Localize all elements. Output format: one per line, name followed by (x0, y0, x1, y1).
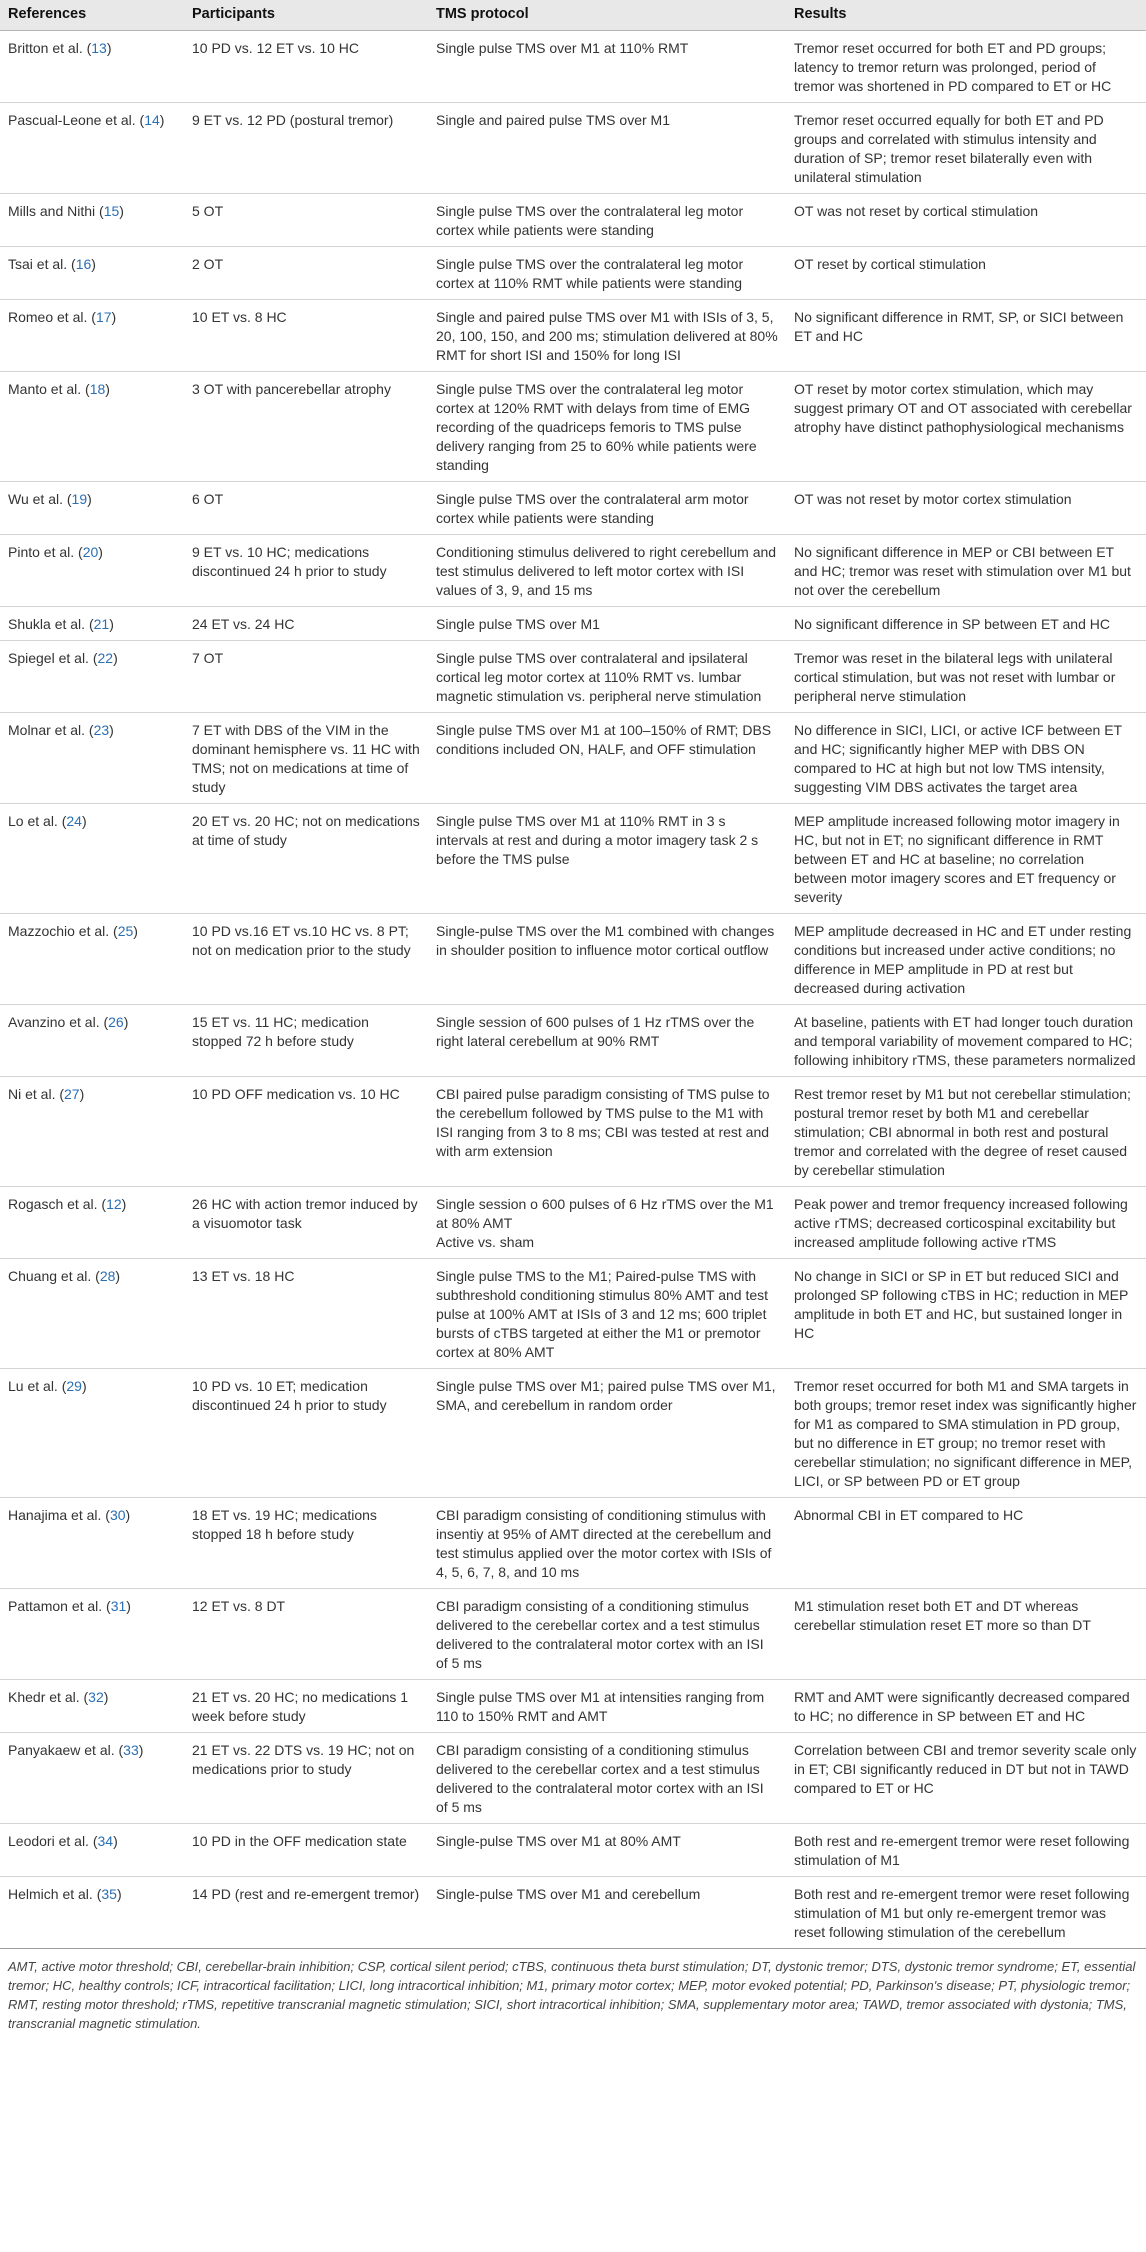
results-cell: MEP amplitude increased following motor imagery in HC, but not in ET; no significant difference in RMT between ET and HC at baseline; no correlation between motor imagery scores and ET frequency or severity (786, 804, 1146, 914)
reference-author: Romeo et al. ( (8, 309, 96, 325)
participants-cell: 15 ET vs. 11 HC; medication stopped 72 h before study (184, 1005, 428, 1077)
reference-author: Leodori et al. ( (8, 1833, 98, 1849)
table-row (0, 804, 1146, 914)
reference-cell (0, 535, 184, 607)
results-cell: No significant difference in RMT, SP, or SICI between ET and HC (786, 300, 1146, 372)
reference-close-paren: ) (123, 1014, 129, 1030)
results-cell: No significant difference in MEP or CBI between ET and HC; tremor was reset with stimulation over M1 but not over the cerebellum (786, 535, 1146, 607)
results-cell: Peak power and tremor frequency increased following active rTMS; decreased corticospinal excitability but increased amplitude following active rTMS (786, 1187, 1146, 1259)
reference-close-paren: ) (98, 544, 103, 560)
results-cell: OT reset by cortical stimulation (786, 247, 1146, 300)
reference-close-paren: ) (81, 813, 87, 829)
results-cell: Correlation between CBI and tremor severity scale only in ET; CBI significantly reduced in DT but not in TAWD compared to ET or HC (786, 1733, 1146, 1824)
reference-close-paren: ) (116, 1886, 122, 1902)
reference-cell (0, 1369, 184, 1498)
reference-author: Manto et al. ( (8, 381, 90, 397)
header-row (0, 0, 1146, 31)
participants-cell: 6 OT (184, 482, 428, 535)
table-row (0, 607, 1146, 641)
reference-cell (0, 1187, 184, 1259)
reference-author: Molnar et al. ( (8, 722, 94, 738)
participants-cell: 7 OT (184, 641, 428, 713)
reference-cell (0, 1005, 184, 1077)
protocol-cell: Single pulse TMS over the contralateral leg motor cortex at 120% RMT with delays from time of EMG recording of the quadriceps femoris to TMS pulse delivery ranging from 25 to 60% while patients were standing (428, 372, 786, 482)
reference-author: Britton et al. ( (8, 40, 92, 56)
results-cell: Both rest and re-emergent tremor were reset following stimulation of M1 (786, 1824, 1146, 1877)
reference-close-paren: ) (106, 40, 112, 56)
table-row (0, 372, 1146, 482)
results-cell: MEP amplitude decreased in HC and ET under resting conditions but increased under active conditions; no difference in MEP amplitude in PD at rest but decreased during activation (786, 914, 1146, 1005)
reference-cell (0, 247, 184, 300)
results-cell: Tremor reset occurred for both M1 and SMA targets in both groups; tremor reset index was significantly higher for M1 as compared to SMA stimulation in PD group, but no difference in ET group; no tremor reset with cerebellar stimulation; no significant difference in MEP, LICI, or SP between PD or ET group (786, 1369, 1146, 1498)
protocol-cell: Single pulse TMS over M1 at intensities ranging from 110 to 150% RMT and AMT (428, 1680, 786, 1733)
table-row (0, 1369, 1146, 1498)
reference-cell (0, 1589, 184, 1680)
reference-number-link[interactable]: 20 (82, 544, 99, 560)
results-cell: Tremor reset occurred equally for both ET and PD groups and correlated with stimulus intensity and duration of SP; tremor reset bilaterally even with unilateral stimulation (786, 103, 1146, 194)
results-cell: RMT and AMT were significantly decreased compared to HC; no difference in SP between ET and HC (786, 1680, 1146, 1733)
results-cell: No significant difference in SP between ET and HC (786, 607, 1146, 641)
participants-cell: 26 HC with action tremor induced by a visuomotor task (184, 1187, 428, 1259)
participants-cell: 2 OT (184, 247, 428, 300)
table-row (0, 194, 1146, 247)
reference-author: Spiegel et al. ( (8, 650, 98, 666)
participants-cell: 18 ET vs. 19 HC; medications stopped 18 h before study (184, 1498, 428, 1589)
reference-cell (0, 607, 184, 641)
reference-number-link[interactable]: 15 (103, 203, 120, 219)
table-row (0, 247, 1146, 300)
reference-cell (0, 713, 184, 804)
protocol-cell: Single pulse TMS over M1 (428, 607, 786, 641)
reference-author: Hanajima et al. ( (8, 1507, 110, 1523)
protocol-cell: Single pulse TMS over the contralateral leg motor cortex at 110% RMT while patients were standing (428, 247, 786, 300)
reference-close-paren: ) (121, 1196, 127, 1212)
reference-author: Wu et al. ( (8, 491, 72, 507)
reference-number-link[interactable]: 22 (97, 650, 114, 666)
results-cell: Tremor reset occurred for both ET and PD groups; latency to tremor return was prolonged, period of tremor was shortened in PD compared to ET or HC (786, 31, 1146, 103)
table-row (0, 300, 1146, 372)
reference-close-paren: ) (109, 722, 114, 738)
reference-close-paren: ) (113, 650, 118, 666)
protocol-cell: Single pulse TMS over M1 at 100–150% of RMT; DBS conditions included ON, HALF, and OFF stimulation (428, 713, 786, 804)
results-cell: No change in SICI or SP in ET but reduced SICI and prolonged SP following cTBS in HC; reduction in MEP amplitude in both ET and HC, but sustained longer in HC (786, 1259, 1146, 1369)
table-row (0, 1259, 1146, 1369)
reference-cell (0, 300, 184, 372)
protocol-cell: Single pulse TMS over contralateral and ipsilateral cortical leg motor cortex at 110% RMT vs. lumbar magnetic stimulation vs. peripheral nerve stimulation (428, 641, 786, 713)
reference-close-paren: ) (111, 309, 117, 325)
protocol-cell: Single pulse TMS over M1 at 110% RMT in 3 s intervals at rest and during a motor imagery task 2 s before the TMS pulse (428, 804, 786, 914)
table-row (0, 1005, 1146, 1077)
reference-number-link[interactable]: 30 (109, 1507, 126, 1523)
reference-close-paren: ) (133, 923, 138, 939)
reference-close-paren: ) (159, 112, 165, 128)
protocol-cell: Conditioning stimulus delivered to right cerebellum and test stimulus delivered to left motor cortex with ISI values of 3, 9, and 15 ms (428, 535, 786, 607)
reference-number-link[interactable]: 32 (88, 1689, 104, 1705)
reference-author: Mills and Nithi ( (8, 203, 104, 219)
reference-author: Lo et al. ( (8, 813, 67, 829)
protocol-cell: Single pulse TMS over M1; paired pulse TMS over M1, SMA, and cerebellum in random order (428, 1369, 786, 1498)
protocol-cell: Single session of 600 pulses of 1 Hz rTMS over the right lateral cerebellum at 90% RMT (428, 1005, 786, 1077)
reference-number-link[interactable]: 25 (117, 923, 134, 939)
reference-close-paren: ) (138, 1742, 144, 1758)
reference-cell (0, 1733, 184, 1824)
reference-number-link[interactable]: 29 (66, 1378, 82, 1394)
reference-cell (0, 31, 184, 103)
reference-author: Pinto et al. ( (8, 544, 83, 560)
reference-cell (0, 804, 184, 914)
results-cell: OT was not reset by cortical stimulation (786, 194, 1146, 247)
table-row (0, 1680, 1146, 1733)
reference-cell (0, 1259, 184, 1369)
participants-cell: 14 PD (rest and re-emergent tremor) (184, 1877, 428, 1949)
reference-author: Helmich et al. ( (8, 1886, 102, 1902)
table-row (0, 482, 1146, 535)
protocol-cell: CBI paradigm consisting of conditioning stimulus with insentiy at 95% of AMT directed at the cerebellum and test stimulus applied over the motor cortex with ISIs of 4, 5, 6, 7, 8, and 10 ms (428, 1498, 786, 1589)
reference-number-link[interactable]: 12 (106, 1196, 122, 1212)
reference-close-paren: ) (109, 616, 114, 632)
participants-cell: 21 ET vs. 20 HC; no medications 1 week before study (184, 1680, 428, 1733)
protocol-cell: Single-pulse TMS over the M1 combined with changes in shoulder position to influence motor cortical outflow (428, 914, 786, 1005)
reference-cell (0, 1077, 184, 1187)
participants-cell: 10 PD vs. 10 ET; medication discontinued 24 h prior to study (184, 1369, 428, 1498)
reference-close-paren: ) (119, 203, 124, 219)
participants-cell: 10 PD vs.16 ET vs.10 HC vs. 8 PT; not on medication prior to the study (184, 914, 428, 1005)
reference-author: Khedr et al. ( (8, 1689, 89, 1705)
reference-author: Pascual-Leone et al. ( (8, 112, 145, 128)
reference-number-link[interactable]: 26 (108, 1014, 124, 1030)
reference-number-link[interactable]: 31 (110, 1598, 127, 1614)
participants-cell: 3 OT with pancerebellar atrophy (184, 372, 428, 482)
participants-cell: 5 OT (184, 194, 428, 247)
reference-number-link[interactable]: 19 (71, 491, 88, 507)
reference-number-link[interactable]: 18 (89, 381, 106, 397)
reference-author: Shukla et al. ( (8, 616, 94, 632)
table-row (0, 1077, 1146, 1187)
reference-close-paren: ) (125, 1507, 131, 1523)
reference-cell (0, 1824, 184, 1877)
protocol-cell: CBI paradigm consisting of a conditioning stimulus delivered to the cerebellar cortex and a test stimulus delivered to the contralateral motor cortex with an ISI of 5 ms (428, 1589, 786, 1680)
reference-author: Tsai et al. ( (8, 256, 76, 272)
reference-author: Panyakaew et al. ( (8, 1742, 124, 1758)
reference-number-link[interactable]: 14 (144, 112, 160, 128)
reference-cell (0, 372, 184, 482)
protocol-cell: Single pulse TMS over the contralateral arm motor cortex while patients were standing (428, 482, 786, 535)
participants-cell: 24 ET vs. 24 HC (184, 607, 428, 641)
reference-close-paren: ) (81, 1378, 87, 1394)
reference-number-link[interactable]: 23 (93, 722, 110, 738)
reference-close-paren: ) (126, 1598, 131, 1614)
results-cell: No difference in SICI, LICI, or active ICF between ET and HC; significantly higher MEP with DBS ON compared to HC at high but not low TMS intensity, suggesting VIM DBS activates the target area (786, 713, 1146, 804)
table-row (0, 914, 1146, 1005)
reference-close-paren: ) (115, 1268, 121, 1284)
header-participants: Participants (184, 0, 428, 31)
protocol-cell: Single session o 600 pulses of 6 Hz rTMS over the M1 at 80% AMT Active vs. sham (428, 1187, 786, 1259)
participants-cell: 20 ET vs. 20 HC; not on medications at time of study (184, 804, 428, 914)
protocol-cell: Single and paired pulse TMS over M1 (428, 103, 786, 194)
reference-cell (0, 194, 184, 247)
reference-close-paren: ) (113, 1833, 118, 1849)
results-cell: M1 stimulation reset both ET and DT whereas cerebellar stimulation reset ET more so than DT (786, 1589, 1146, 1680)
reference-author: Chuang et al. ( (8, 1268, 100, 1284)
table-row (0, 1498, 1146, 1589)
participants-cell: 21 ET vs. 22 DTS vs. 19 HC; not on medications prior to study (184, 1733, 428, 1824)
table-row (0, 1824, 1146, 1877)
protocol-cell: CBI paradigm consisting of a conditioning stimulus delivered to the cerebellar cortex and a test stimulus delivered to the contralateral motor cortex with an ISI of 5 ms (428, 1733, 786, 1824)
reference-close-paren: ) (87, 491, 92, 507)
reference-author: Rogasch et al. ( (8, 1196, 107, 1212)
table-row (0, 1589, 1146, 1680)
protocol-cell: CBI paired pulse paradigm consisting of TMS pulse to the cerebellum followed by TMS pulse to the M1 with ISI ranging from 3 to 8 ms; CBI was tested at rest and with arm extension (428, 1077, 786, 1187)
reference-number-link[interactable]: 21 (93, 616, 110, 632)
reference-number-link[interactable]: 28 (99, 1268, 116, 1284)
protocol-cell: Single-pulse TMS over M1 at 80% AMT (428, 1824, 786, 1877)
protocol-cell: Single and paired pulse TMS over M1 with ISIs of 3, 5, 20, 100, 150, and 200 ms; stimulation delivered at 80% RMT for short ISI and 150% for long ISI (428, 300, 786, 372)
reference-number-link[interactable]: 35 (101, 1886, 117, 1902)
reference-cell (0, 1877, 184, 1949)
reference-close-paren: ) (103, 1689, 109, 1705)
participants-cell: 9 ET vs. 10 HC; medications discontinued 24 h prior to study (184, 535, 428, 607)
header-results: Results (786, 0, 1146, 31)
protocol-cell: Single pulse TMS over M1 at 110% RMT (428, 31, 786, 103)
results-cell: Tremor was reset in the bilateral legs with unilateral cortical stimulation, but was not reset with lumbar or peripheral nerve stimulation (786, 641, 1146, 713)
reference-author: Avanzino et al. ( (8, 1014, 109, 1030)
header-tms-protocol: TMS protocol (428, 0, 786, 31)
results-cell: At baseline, patients with ET had longer touch duration and temporal variability of movement compared to HC; following inhibitory rTMS, these parameters normalized (786, 1005, 1146, 1077)
reference-author: Mazzochio et al. ( (8, 923, 118, 939)
table-row (0, 1733, 1146, 1824)
results-cell: OT reset by motor cortex stimulation, which may suggest primary OT and OT associated with cerebellar atrophy have distinct pathophysiological mechanisms (786, 372, 1146, 482)
participants-cell: 10 ET vs. 8 HC (184, 300, 428, 372)
reference-close-paren: ) (91, 256, 96, 272)
reference-number-link[interactable]: 33 (123, 1742, 139, 1758)
reference-number-link[interactable]: 34 (97, 1833, 114, 1849)
reference-author: Ni et al. ( (8, 1086, 65, 1102)
table-body (0, 31, 1146, 1949)
participants-cell: 10 PD OFF medication vs. 10 HC (184, 1077, 428, 1187)
reference-number-link[interactable]: 27 (64, 1086, 80, 1102)
reference-cell (0, 103, 184, 194)
reference-cell (0, 482, 184, 535)
reference-cell (0, 1498, 184, 1589)
reference-cell (0, 1680, 184, 1733)
protocol-cell: Single pulse TMS over the contralateral leg motor cortex while patients were standing (428, 194, 786, 247)
reference-author: Lu et al. ( (8, 1378, 67, 1394)
results-cell: Rest tremor reset by M1 but not cerebellar stimulation; postural tremor reset by both M1 and cerebellar stimulation; CBI abnormal in both rest and postural tremor and correlated with the degree of reset caused by cerebellar stimulation (786, 1077, 1146, 1187)
reference-cell (0, 641, 184, 713)
participants-cell: 12 ET vs. 8 DT (184, 1589, 428, 1680)
table-footnote: AMT, active motor threshold; CBI, cerebellar-brain inhibition; CSP, cortical silent period; cTBS, continuous theta burst stimulation; DT, dystonic tremor; DTS, dystonic tremor syndrome; ET, essential tremor; HC, healthy controls; ICF, intracortical facilitation; LICI, long intracortical inhibition; M1, primary motor cortex; MEP, motor evoked potential; PD, Parkinson's disease; PT, physiologic tremor; RMT, resting motor threshold; rTMS, repetitive transcranial magnetic stimulation; SICI, short intracortical inhibition; SMA, supplementary motor area; TAWD, tremor associated with dystonia; TMS, transcranial magnetic stimulation. (8, 1959, 1136, 2031)
reference-cell (0, 914, 184, 1005)
participants-cell: 9 ET vs. 12 PD (postural tremor) (184, 103, 428, 194)
participants-cell: 7 ET with DBS of the VIM in the dominant hemisphere vs. 11 HC with TMS; not on medications at time of study (184, 713, 428, 804)
reference-author: Pattamon et al. ( (8, 1598, 111, 1614)
reference-close-paren: ) (105, 381, 110, 397)
reference-number-link[interactable]: 17 (95, 309, 112, 325)
participants-cell: 10 PD vs. 12 ET vs. 10 HC (184, 31, 428, 103)
table-row (0, 1877, 1146, 1949)
reference-number-link[interactable]: 16 (75, 256, 92, 272)
header-references: References (0, 0, 184, 31)
results-cell: Abnormal CBI in ET compared to HC (786, 1498, 1146, 1589)
reference-number-link[interactable]: 13 (91, 40, 107, 56)
results-cell: OT was not reset by motor cortex stimulation (786, 482, 1146, 535)
protocol-cell: Single pulse TMS to the M1; Paired-pulse TMS with subthreshold conditioning stimulus 80% AMT and test pulse at 100% AMT at ISIs of 3 and 12 ms; 600 triplet bursts of cTBS targeted at either the M1 or premotor cortex at 80% AMT (428, 1259, 786, 1369)
table-row (0, 641, 1146, 713)
table-row (0, 535, 1146, 607)
table-row (0, 31, 1146, 103)
results-cell: Both rest and re-emergent tremor were reset following stimulation of M1 but only re-emergent tremor was reset following stimulation of the cerebellum (786, 1877, 1146, 1949)
reference-close-paren: ) (79, 1086, 85, 1102)
protocol-cell: Single-pulse TMS over M1 and cerebellum (428, 1877, 786, 1949)
table-row (0, 103, 1146, 194)
table-row (0, 713, 1146, 804)
table-row (0, 1187, 1146, 1259)
participants-cell: 10 PD in the OFF medication state (184, 1824, 428, 1877)
participants-cell: 13 ET vs. 18 HC (184, 1259, 428, 1369)
reference-number-link[interactable]: 24 (66, 813, 82, 829)
